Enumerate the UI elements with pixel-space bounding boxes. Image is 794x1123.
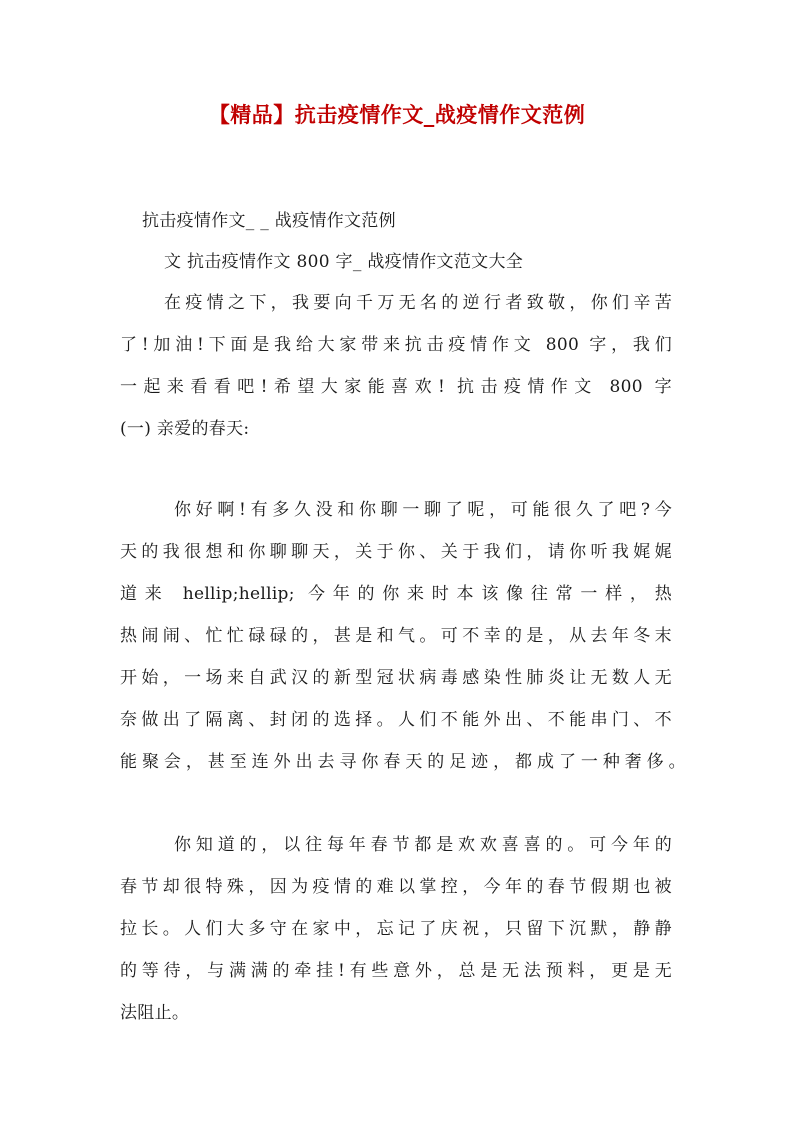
text-line: 奈做出了隔离、封闭的选择。人们不能外出、不能串门、不 [120,710,672,730]
text-line: 开始，一场来自武汉的新型冠状病毒感染性肺炎让无数人无 [120,668,672,688]
text-line: 你好啊!有多久没和你聊一聊了呢，可能很久了吧?今 [174,500,672,520]
text-line: 春节却很特殊，因为疫情的难以掌控，今年的春节假期也被 [120,877,672,897]
text-line: 一起来看看吧!希望大家能喜欢! 抗击疫情作文 800 字 [120,377,672,397]
text-line: 的等待，与满满的牵挂!有些意外，总是无法预料，更是无 [120,961,672,981]
text-line: 你知道的，以往每年春节都是欢欢喜喜的。可今年的 [174,835,672,855]
text-line: 热闹闹、忙忙碌碌的，甚是和气。可不幸的是，从去年冬末 [120,626,672,646]
text-line: 道来 hellip;hellip; 今年的你来时本该像往常一样，热 [120,584,672,604]
text-line: 了!加油!下面是我给大家带来抗击疫情作文 800 字，我们 [120,335,672,355]
text-line: 拉长。人们大多守在家中，忘记了庆祝，只留下沉默，静静 [120,919,672,939]
text-line: 能聚会，甚至连外出去寻你春天的足迹，都成了一种奢侈。 [120,752,686,772]
document-title: 【精品】抗击疫情作文_战疫情作文范例 [208,102,586,127]
text-line: 文 抗击疫情作文 800 字_ 战疫情作文范文大全 [164,252,524,272]
text-line: 法阻止。 [120,1003,190,1023]
text-line: 在疫情之下，我要向千万无名的逆行者致敬，你们辛苦 [164,293,672,313]
subtitle-line: 抗击疫情作文_ _ 战疫情作文范例 [142,211,396,231]
text-line: (一) 亲爱的春天: [120,419,250,439]
text-line: 天的我很想和你聊聊天，关于你、关于我们，请你听我娓娓 [120,542,672,562]
